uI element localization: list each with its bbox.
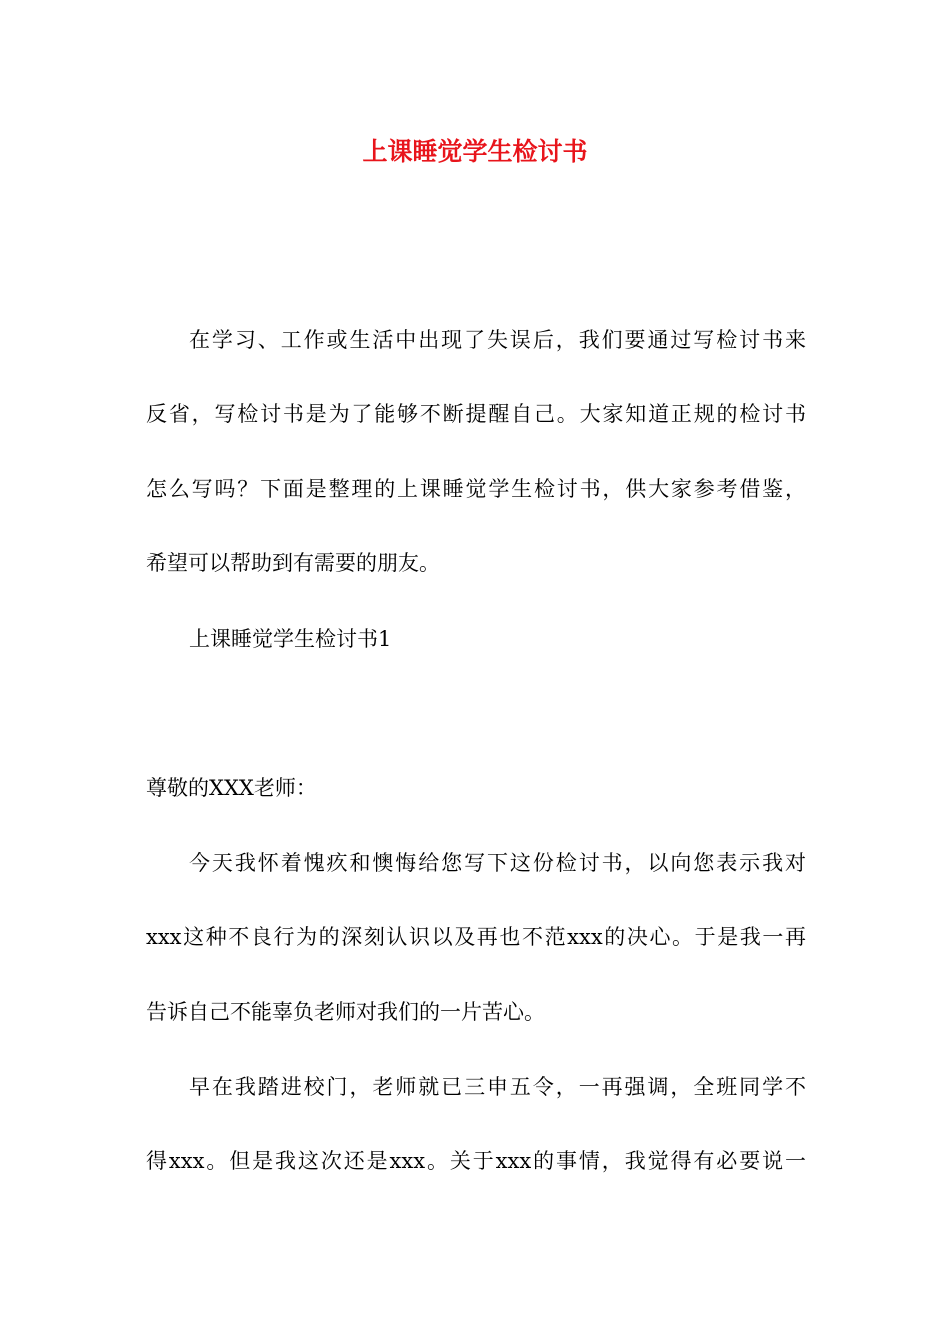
paragraph-line: 早在我踏进校门，老师就已三申五令，一再强调，全班同学不 bbox=[189, 1075, 806, 1099]
salutation: 尊敬的XXX老师： bbox=[146, 776, 317, 800]
paragraph-line: 怎么写吗？下面是整理的上课睡觉学生检讨书，供大家参考借鉴， bbox=[146, 477, 806, 501]
paragraph-line: 告诉自己不能辜负老师对我们的一片苦心。 bbox=[146, 1000, 545, 1024]
document-title: 上课睡觉学生检讨书 bbox=[362, 137, 588, 166]
paragraph-line: 反省，写检讨书是为了能够不断提醒自己。大家知道正规的检讨书 bbox=[146, 402, 806, 426]
section-heading: 上课睡觉学生检讨书1 bbox=[189, 627, 392, 651]
paragraph-line: xxx这种不良行为的深刻认识以及再也不范xxx的决心。于是我一再 bbox=[146, 925, 806, 949]
paragraph-line: 在学习、工作或生活中出现了失误后，我们要通过写检讨书来 bbox=[189, 328, 806, 352]
paragraph-line: 今天我怀着愧疚和懊悔给您写下这份检讨书，以向您表示我对 bbox=[189, 851, 806, 875]
paragraph-line: 希望可以帮助到有需要的朋友。 bbox=[146, 551, 440, 575]
paragraph-line: 得xxx。但是我这次还是xxx。关于xxx的事情，我觉得有必要说一 bbox=[146, 1149, 806, 1173]
